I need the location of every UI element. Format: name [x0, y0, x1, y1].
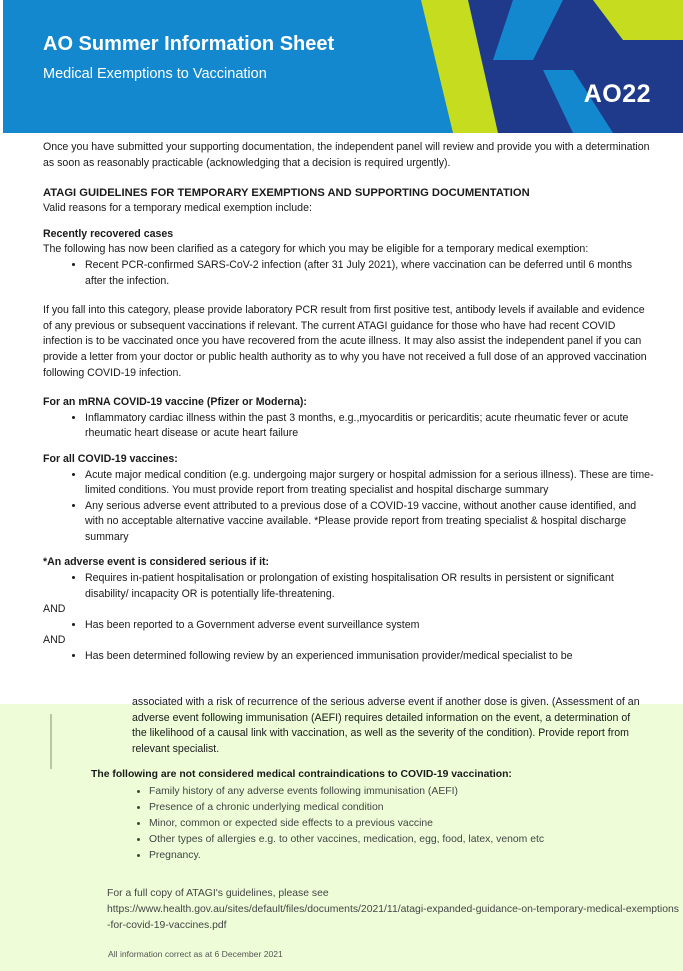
- list-item: • Minor, common or expected side effects to a previous vaccine: [149, 816, 681, 832]
- overlay-panel: [0, 696, 683, 971]
- serious-list-1: [43, 571, 655, 602]
- contraindications-heading: The following are not considered medical contraindications to COVID-19 vaccination:: [91, 769, 512, 780]
- recovered-lead: The following has now been clarified as a category for which you may be eligible for a temporary medical exemption:: [43, 243, 589, 256]
- list-item: • Family history of any adverse events following immunisation (AEFI): [149, 784, 681, 800]
- list-item: • Presence of a chronic underlying medical condition: [149, 800, 681, 816]
- list-item: • Requires in-patient hospitalisation or prolongation of existing hospitalisation OR results in persistent or significant disability/ incapacity OR is potentially life-threatening.: [85, 571, 655, 602]
- and-connector: AND: [43, 603, 66, 616]
- recovered-note: If you fall into this category, please provide laboratory PCR result from first positive test, antibody levels if available and evidence of any previous or subsequent vaccinations if relevant. The current ATAGI guidance for those who have had recent COVID infection is to be vaccinated once you have recovered from the acute illness. It may also assist the independent panel if you can provide a letter from your doctor or public health authority as to why you have not received a full dose of an approved vaccination following COVID-19 infection.: [43, 304, 647, 379]
- header-banner: [3, 0, 683, 133]
- contraindications-list: [91, 784, 681, 864]
- guidelines-lead: Valid reasons for a temporary medical exemption include:: [43, 202, 312, 215]
- list-item: • Any serious adverse event attributed to a previous dose of a COVID-19 vaccine, without another cause identified, and with no acceptable alternative vaccine available. *Please provide report from treating specialist & hospital discharge summary: [85, 499, 655, 546]
- all-vaccines-list: [43, 468, 655, 546]
- continued-text: [132, 695, 683, 757]
- footnote: All information correct as at 6 December 2021: [108, 949, 283, 959]
- continued-line: adverse event following immunisation (AEFI) requires detailed information on the event, a determination of: [132, 711, 631, 724]
- quote-bar: [50, 714, 52, 769]
- all-vaccines-heading: For all COVID-19 vaccines:: [43, 452, 178, 465]
- document-subtitle: Medical Exemptions to Vaccination: [43, 66, 267, 82]
- list-item: • Inflammatory cardiac illness within the past 3 months, e.g.,myocarditis or pericarditis; acute rheumatic fever or acute rheumatic heart disease or acute heart failure: [85, 411, 655, 442]
- reference-url[interactable]: https://www.health.gov.au/sites/default/files/documents/2021/11/atagi-expanded-guidance-on-temporary-medical-exemptions-for-covid-19-vaccines.pdf: [107, 904, 679, 931]
- continued-line: relevant specialist.: [132, 742, 220, 755]
- reference-lead: For a full copy of ATAGI's guidelines, please see: [107, 888, 329, 899]
- recovered-heading: Recently recovered cases: [43, 227, 174, 240]
- document-body: [43, 140, 655, 665]
- list-item: • Other types of allergies e.g. to other vaccines, medication, egg, food, latex, venom etc: [149, 832, 681, 848]
- guidelines-heading: ATAGI GUIDELINES FOR TEMPORARY EXEMPTIONS AND SUPPORTING DOCUMENTATION: [43, 187, 530, 200]
- ao-brand-graphic: [413, 0, 683, 133]
- ao22-logo: AO22: [583, 80, 651, 108]
- list-item: • Has been reported to a Government adverse event surveillance system: [85, 618, 655, 634]
- serious-list-2: [43, 618, 655, 634]
- list-item: • Pregnancy.: [149, 848, 681, 864]
- intro-paragraph: Once you have submitted your supporting documentation, the independent panel will review and provide you with a determination as soon as reasonably practicable (acknowledging that a decision is required urgently).: [43, 141, 650, 169]
- continued-line: associated with a risk of recurrence of the serious adverse event if another dose is given. (Assessment of an: [132, 696, 640, 708]
- and-connector: AND: [43, 634, 66, 647]
- contraindications-section: [91, 769, 681, 934]
- mrna-heading: For an mRNA COVID-19 vaccine (Pfizer or Moderna):: [43, 396, 307, 409]
- list-item: • Has been determined following review by an experienced immunisation provider/medical specialist to be: [85, 649, 655, 665]
- mrna-list: [43, 411, 655, 442]
- continued-line: the likelihood of a causal link with vaccination, as well as the severity of the condition). Provide report from: [132, 727, 629, 740]
- document-title: AO Summer Information Sheet: [43, 33, 335, 55]
- list-item: • Recent PCR-confirmed SARS-CoV-2 infection (after 31 July 2021), where vaccination can be deferred until 6 months after the infection.: [85, 258, 655, 289]
- recovered-list: [43, 258, 655, 289]
- list-item: • Acute major medical condition (e.g. undergoing major surgery or hospital admission for a serious illness). These are time-limited conditions. You must provide report from treating specialist and hospital discharge summary: [85, 468, 655, 499]
- serious-list-3: [43, 649, 655, 665]
- serious-event-heading: *An adverse event is considered serious if it:: [43, 556, 270, 569]
- reference-block: [107, 886, 681, 934]
